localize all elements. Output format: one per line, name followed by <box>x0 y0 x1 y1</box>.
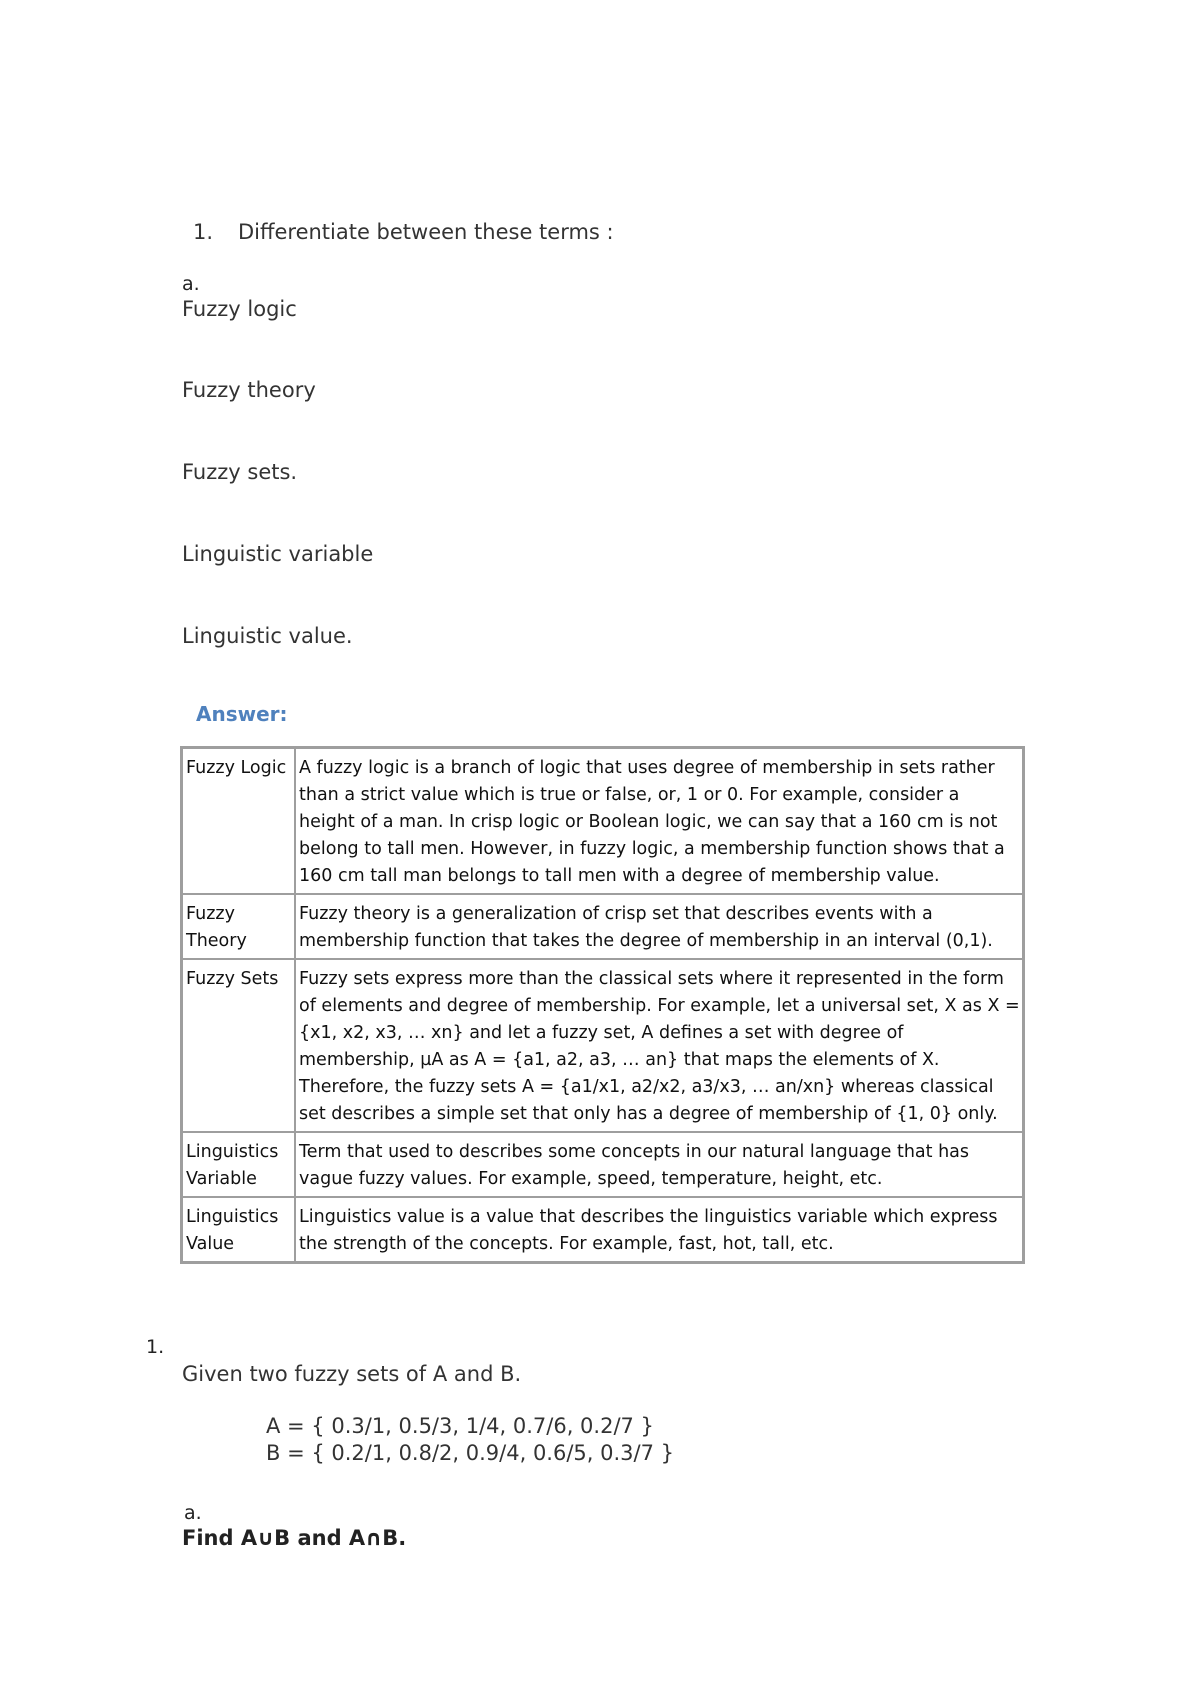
table-definition-cell: Term that used to describes some concepts in our natural language that has vague fuzzy values. For example, speed, temperature, height, etc. <box>295 1132 1024 1197</box>
table-definition-cell: Fuzzy sets express more than the classical sets where it represented in the form of elements and degree of membership. For example, let a universal set, X as X = {x1, x2, x3, … xn} and let a fuzzy set, A defines a set with degree of membership, µA as A = {a1, a2, a3, … an} that maps the elements of X. Therefore, the fuzzy sets A = {a1/x1, a2/x2, a3/x3, … an/xn} whereas classical set describes a simple set that only has a degree of membership of {1, 0} only. <box>295 959 1024 1132</box>
table-definition-cell: A fuzzy logic is a branch of logic that uses degree of membership in sets rather than a strict value which is true or false, or, 1 or 0. For example, consider a height of a man. In crisp logic or Boolean logic, we can say that a 160 cm is not belong to tall men. However, in fuzzy logic, a membership function shows that a 160 cm tall man belongs to tall men with a degree of membership value. <box>295 748 1024 895</box>
question-1-number: 1. <box>193 220 214 244</box>
table-term-cell: Fuzzy Sets <box>182 959 296 1132</box>
table-definition-cell: Linguistics value is a value that describes the linguistics variable which express the strength of the concepts. For example, fast, hot, tall, etc. <box>295 1197 1024 1263</box>
term-linguistic-variable: Linguistic variable <box>182 542 374 566</box>
answer-heading: Answer: <box>196 702 288 726</box>
table-definition-cell: Fuzzy theory is a generalization of crisp set that describes events with a membership function that takes the degree of membership in an interval (0,1). <box>295 894 1024 959</box>
question-2-sub-label: a. <box>184 1502 202 1524</box>
table-term-cell: Linguistics Value <box>182 1197 296 1263</box>
table-row <box>182 894 1024 959</box>
table-row <box>182 1132 1024 1197</box>
table-row <box>182 748 1024 895</box>
question-1-sub-label: a. <box>182 273 200 295</box>
table-term-cell: Fuzzy Logic <box>182 748 296 895</box>
term-fuzzy-sets: Fuzzy sets. <box>182 460 298 484</box>
question-2-number: 1. <box>146 1336 165 1358</box>
set-a-definition: A = { 0.3/1, 0.5/3, 1/4, 0.7/6, 0.2/7 } <box>266 1414 654 1438</box>
set-b-definition: B = { 0.2/1, 0.8/2, 0.9/4, 0.6/5, 0.3/7 } <box>266 1441 674 1465</box>
question-2-prompt: Given two fuzzy sets of A and B. <box>182 1362 522 1386</box>
question-1-prompt: Differentiate between these terms : <box>238 220 614 244</box>
table-row <box>182 1197 1024 1263</box>
term-fuzzy-theory: Fuzzy theory <box>182 378 316 402</box>
term-fuzzy-logic: Fuzzy logic <box>182 297 297 321</box>
table-term-cell: Fuzzy Theory <box>182 894 296 959</box>
answer-table <box>180 746 1025 1264</box>
question-2-task: Find A∪B and A∩B. <box>182 1526 407 1550</box>
table-term-cell: Linguistics Variable <box>182 1132 296 1197</box>
term-linguistic-value: Linguistic value. <box>182 624 353 648</box>
table-row <box>182 959 1024 1132</box>
